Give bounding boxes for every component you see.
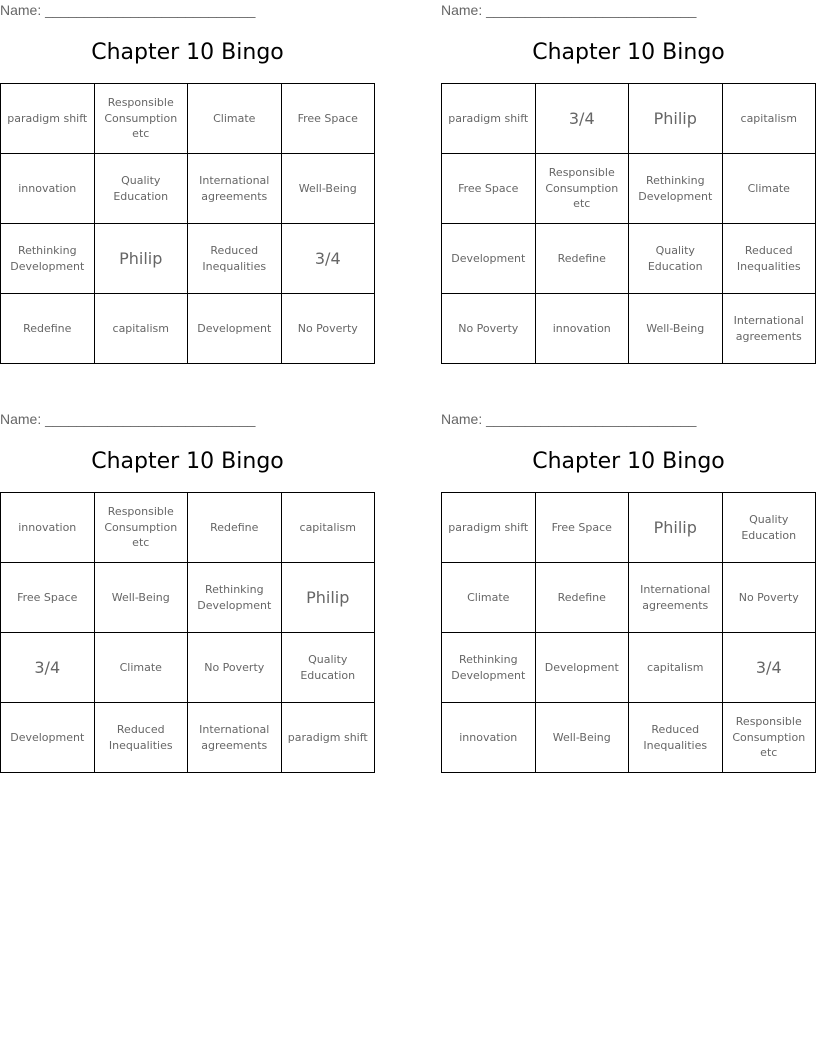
bingo-cell[interactable]: Climate [188,84,282,154]
bingo-cell[interactable]: 3/4 [722,633,816,703]
bingo-cell[interactable]: Quality Education [281,633,375,703]
bingo-cell[interactable]: Responsible Consumption etc [535,154,629,224]
bingo-cell[interactable]: Rethinking Development [629,154,723,224]
bingo-cell[interactable]: Development [535,633,629,703]
bingo-cell[interactable]: Quality Education [629,224,723,294]
bingo-cell[interactable]: paradigm shift [442,84,536,154]
grid-row [442,633,816,703]
card-title: Chapter 10 Bingo [91,449,284,474]
card-title: Chapter 10 Bingo [532,449,725,474]
bingo-grid [441,83,816,364]
bingo-cell[interactable]: Philip [629,84,723,154]
grid-row [442,154,816,224]
bingo-cell[interactable]: Reduced Inequalities [188,224,282,294]
bingo-cell[interactable]: Climate [442,563,536,633]
bingo-cell[interactable]: Quality Education [94,154,188,224]
grid-row [442,294,816,364]
bingo-cell[interactable]: capitalism [94,294,188,364]
grid-row [442,703,816,773]
bingo-cell[interactable]: No Poverty [722,563,816,633]
bingo-cell[interactable]: Well-Being [94,563,188,633]
bingo-grid [441,492,816,773]
bingo-cell[interactable]: Responsible Consumption etc [94,493,188,563]
bingo-cell[interactable]: No Poverty [281,294,375,364]
bingo-cell[interactable]: Reduced Inequalities [629,703,723,773]
bingo-cell[interactable]: Responsible Consumption etc [722,703,816,773]
bingo-cell[interactable]: No Poverty [442,294,536,364]
bingo-grid [0,492,375,773]
name-field[interactable]: Name: ___________________________ [0,411,256,427]
bingo-cell[interactable]: Philip [281,563,375,633]
bingo-cell[interactable]: Rethinking Development [188,563,282,633]
bingo-cell[interactable]: 3/4 [1,633,95,703]
bingo-cell[interactable]: Development [188,294,282,364]
grid-row [1,84,375,154]
bingo-cell[interactable]: Redefine [535,563,629,633]
grid-row [442,224,816,294]
bingo-cell[interactable]: Free Space [535,493,629,563]
bingo-cell[interactable]: Development [442,224,536,294]
bingo-cell[interactable]: Well-Being [535,703,629,773]
bingo-cell[interactable]: Rethinking Development [1,224,95,294]
bingo-cell[interactable]: paradigm shift [281,703,375,773]
grid-row [1,154,375,224]
bingo-cell[interactable]: Rethinking Development [442,633,536,703]
grid-row [1,493,375,563]
name-field[interactable]: Name: ___________________________ [441,411,697,427]
grid-row [1,294,375,364]
card-title: Chapter 10 Bingo [91,40,284,65]
grid-row [442,84,816,154]
bingo-cell[interactable]: Responsible Consumption etc [94,84,188,154]
bingo-cell[interactable]: International agreements [188,703,282,773]
bingo-cell[interactable]: Redefine [1,294,95,364]
bingo-cell[interactable]: capitalism [722,84,816,154]
grid-row [442,493,816,563]
bingo-cell[interactable]: Development [1,703,95,773]
bingo-cell[interactable]: Philip [94,224,188,294]
bingo-cell[interactable]: 3/4 [535,84,629,154]
bingo-cell[interactable]: innovation [1,154,95,224]
bingo-cell[interactable]: International agreements [629,563,723,633]
bingo-cell[interactable]: No Poverty [188,633,282,703]
grid-row [442,563,816,633]
bingo-cell[interactable]: Free Space [281,84,375,154]
bingo-cell[interactable]: capitalism [629,633,723,703]
bingo-cell[interactable]: Reduced Inequalities [722,224,816,294]
card-title: Chapter 10 Bingo [532,40,725,65]
grid-row [1,224,375,294]
bingo-cell[interactable]: Well-Being [629,294,723,364]
bingo-grid [0,83,375,364]
bingo-cell[interactable]: paradigm shift [442,493,536,563]
bingo-cell[interactable]: Free Space [1,563,95,633]
bingo-cell[interactable]: Climate [722,154,816,224]
grid-row [1,563,375,633]
bingo-cell[interactable]: capitalism [281,493,375,563]
bingo-cell[interactable]: 3/4 [281,224,375,294]
bingo-cell[interactable]: Redefine [188,493,282,563]
name-field[interactable]: Name: ___________________________ [0,2,256,18]
bingo-cell[interactable]: Quality Education [722,493,816,563]
grid-row [1,703,375,773]
bingo-cell[interactable]: Well-Being [281,154,375,224]
bingo-cell[interactable]: paradigm shift [1,84,95,154]
name-field[interactable]: Name: ___________________________ [441,2,697,18]
bingo-cell[interactable]: Redefine [535,224,629,294]
grid-row [1,633,375,703]
bingo-cell[interactable]: innovation [535,294,629,364]
bingo-cell[interactable]: Free Space [442,154,536,224]
bingo-cell[interactable]: Reduced Inequalities [94,703,188,773]
bingo-cell[interactable]: International agreements [722,294,816,364]
bingo-cell[interactable]: Philip [629,493,723,563]
bingo-cell[interactable]: innovation [442,703,536,773]
bingo-cell[interactable]: Climate [94,633,188,703]
bingo-cell[interactable]: innovation [1,493,95,563]
bingo-cell[interactable]: International agreements [188,154,282,224]
